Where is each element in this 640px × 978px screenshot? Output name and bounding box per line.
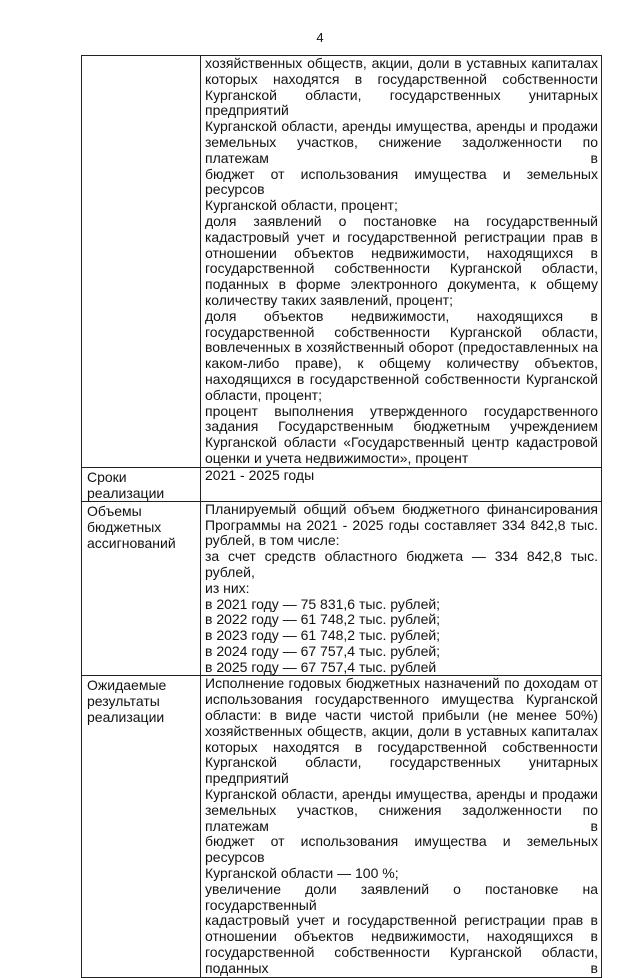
text-line: отношении объектов недвижимости, находящихся в <box>205 244 598 261</box>
text-line: Курганской области — 100 %; <box>205 865 399 882</box>
text-line: хозяйственных обществ, акции, доли в уставных капиталах <box>205 722 598 739</box>
text-line: Курганской области, процент; <box>205 197 398 214</box>
text-line: бюджет от использования имущества и земельных ресурсов <box>205 165 598 198</box>
text-line: задания Государственным бюджетным учреждением <box>205 418 598 435</box>
row-label <box>82 56 201 468</box>
text-line: кадастровый учет и государственной регистрации прав в <box>205 228 598 245</box>
page-number: 4 <box>316 30 324 45</box>
row-label: Сроки реализации <box>82 467 201 501</box>
text-line: которых находятся в государственной собственности <box>205 70 598 87</box>
text-line: Курганской области, государственных унитарных предприятий <box>205 754 598 787</box>
text-line: Программы на 2021 - 2025 годы составляет 334 842,8 тыс. <box>205 516 598 533</box>
text-line: области: в виде части чистой прибыли (не менее 50%) <box>205 707 598 724</box>
text-line: оценки и учета недвижимости», процент <box>205 449 469 466</box>
text-line: кадастровый учет и государственной регистрации прав в <box>205 912 598 929</box>
text-line: государственной собственности Курганской области, <box>205 260 598 277</box>
text-line: использования государственного имущества Курганской <box>205 691 598 708</box>
budget-allocations-row <box>82 501 602 676</box>
row-content <box>201 676 602 977</box>
text-line: количеству таких заявлений, процент; <box>205 291 453 308</box>
text-line: в 2023 году — 61 748,2 тыс. рублей; <box>205 627 441 644</box>
row-content <box>201 56 602 468</box>
text-line: отношении объектов недвижимости, находящихся в <box>205 928 598 945</box>
row-content <box>201 467 602 501</box>
text-line: из них: <box>205 579 250 596</box>
text-line: земельных участков, снижение задолженности по платежам в <box>205 133 598 166</box>
text-line: Курганской области, аренды имущества, аренды и продажи <box>205 786 598 803</box>
text-line: земельных участков, снижения задолженности по платежам в <box>205 801 598 834</box>
row-label: Объемы бюджетных ассигнований <box>82 501 201 676</box>
text-line: Курганской области, аренды имущества, аренды и продажи <box>205 118 598 135</box>
text-line: государственной собственности Курганской области, <box>205 323 598 340</box>
text-line: Планируемый общий объем бюджетного финансирования <box>205 500 598 517</box>
text-line: в 2022 году — 61 748,2 тыс. рублей; <box>205 611 441 628</box>
row-label: Ожидаемые результаты реализации <box>82 676 201 977</box>
text-line: государственной собственности Курганской области, поданных в <box>205 944 598 976</box>
text-line: за счет средств областного бюджета — 334 842,8 тыс. рублей, <box>205 548 598 580</box>
text-line: поданных в форме электронного документа, к общему <box>205 276 598 293</box>
program-passport-table <box>81 55 602 978</box>
text-line: в 2021 году — 75 831,6 тыс. рублей; <box>205 595 441 612</box>
text-line: 2021 - 2025 годы <box>205 466 315 483</box>
text-line: в 2024 году — 67 757,4 тыс. рублей; <box>205 642 441 659</box>
text-line: области, процент; <box>205 386 322 403</box>
implementation-period-row <box>82 467 602 501</box>
text-line: Курганской области, государственных унитарных предприятий <box>205 86 598 119</box>
expected-results-row <box>82 676 602 977</box>
text-line: рублей, в том числе: <box>205 532 340 549</box>
text-line: которых находятся в государственной собственности <box>205 738 598 755</box>
text-line: хозяйственных обществ, акции, доли в уставных капиталах <box>205 55 598 71</box>
text-line: каком-либо праве), к общему количеству объектов, <box>205 355 598 372</box>
indicators-continued-row <box>82 56 602 468</box>
text-line: вовлеченных в хозяйственный оборот (предоставленных на <box>205 339 598 356</box>
text-line: в 2025 году — 67 757,4 тыс. рублей <box>205 658 437 675</box>
passport-table-body <box>82 56 602 978</box>
text-line: бюджет от использования имущества и земельных ресурсов <box>205 833 598 866</box>
text-line: процент выполнения утвержденного государственного <box>205 402 598 419</box>
text-line: доля объектов недвижимости, находящихся в <box>205 307 598 324</box>
text-line: увеличение доли заявлений о постановке на государственный <box>205 880 598 913</box>
text-line: Курганской области «Государственный центр кадастровой <box>205 434 598 451</box>
row-content <box>201 501 602 676</box>
text-line: Исполнение годовых бюджетных назначений по доходам от <box>205 675 598 692</box>
text-line: находящихся в государственной собственности Курганской <box>205 370 598 387</box>
text-line: доля заявлений о постановке на государственный <box>205 212 598 229</box>
